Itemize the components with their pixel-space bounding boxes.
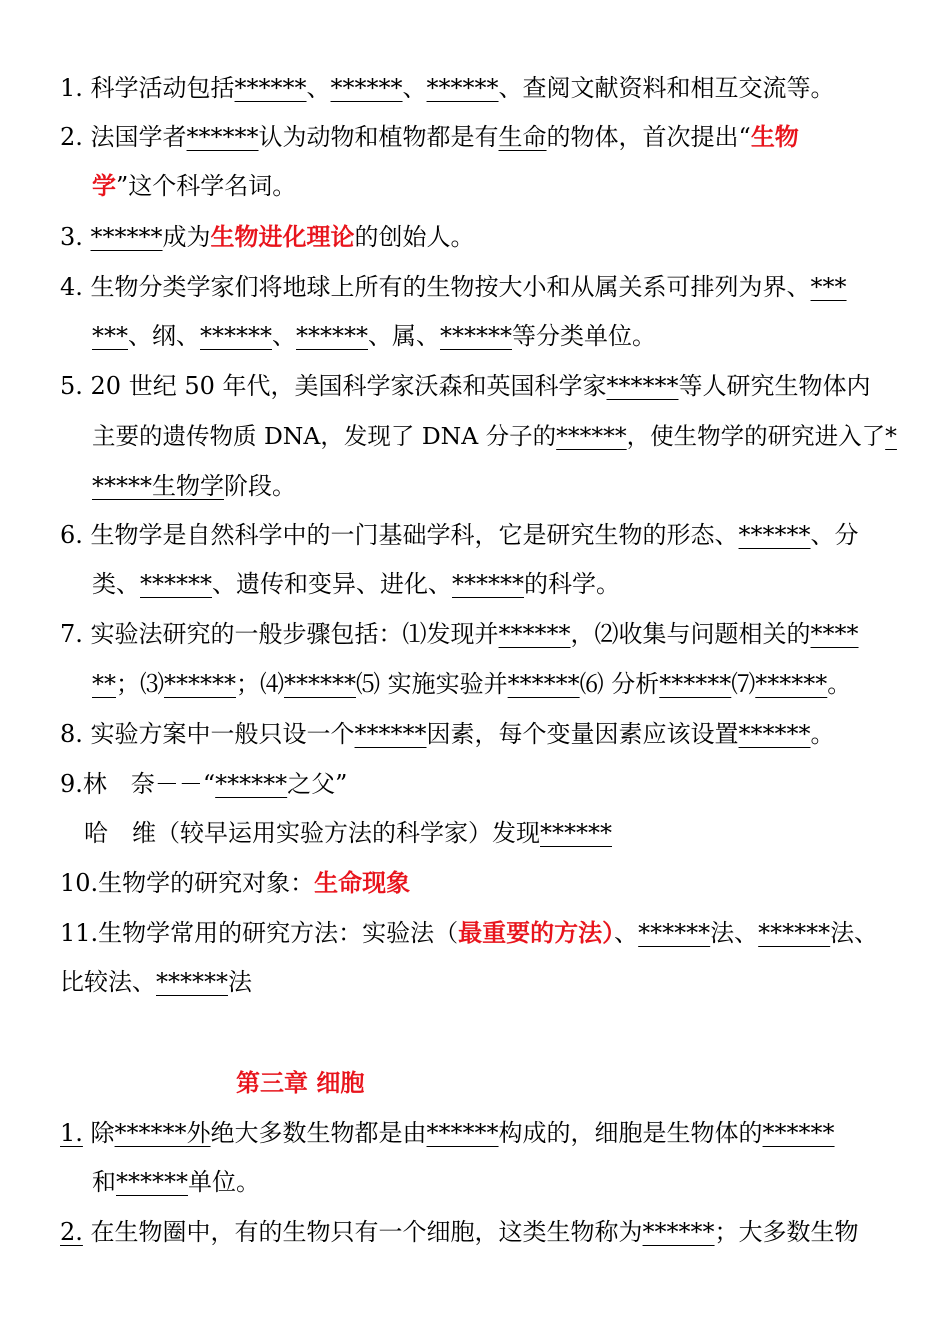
- text: 、遗传和变异、进化、: [212, 570, 452, 598]
- highlight-term: 最重要的方法）: [458, 918, 615, 947]
- text: 、: [614, 919, 639, 947]
- text: 的科学。: [524, 570, 620, 598]
- text: 7. 实验法研究的一般步骤包括：⑴发现并: [60, 620, 499, 648]
- text: 法、: [830, 919, 879, 947]
- text: 6. 生物学是自然科学中的一门基础学科，它是研究生物的形态、: [60, 521, 739, 549]
- blank: ***: [810, 273, 847, 301]
- text: 法: [228, 968, 252, 996]
- item-11-line-1: [60, 918, 878, 948]
- text: 法、: [710, 919, 759, 947]
- blank: ******: [296, 322, 368, 350]
- text: ，⑵收集与问题相关的: [570, 620, 811, 648]
- blank: ******: [426, 74, 499, 102]
- text: 9.林 奈－－“: [60, 770, 216, 798]
- text: ，使生物学的研究进入了: [626, 422, 886, 450]
- text: ⑹ 分析: [579, 670, 660, 698]
- highlight-term: 生命现象: [314, 868, 411, 897]
- text: ；⑶: [116, 670, 164, 698]
- text: 、: [272, 322, 296, 350]
- blank: ******: [140, 570, 212, 598]
- text: 、查阅文献资料和相互交流等。: [498, 74, 835, 102]
- item-2-line-2: [92, 171, 296, 201]
- item-7-line-1: [60, 619, 859, 649]
- text: 主要的遗传物质 DNA，发现了 DNA 分子的: [92, 422, 557, 450]
- blank: ******: [642, 1218, 715, 1246]
- text: 哈 维（较早运用实验方法的科学家）发现: [84, 819, 540, 847]
- text: 4. 生物分类学家们将地球上所有的生物按大小和从属关系可排列为界、: [60, 273, 811, 301]
- text: 。: [810, 720, 835, 748]
- blank: ******: [738, 720, 811, 748]
- chapter-item-1-line-1: [60, 1118, 835, 1148]
- item-number: 1.: [60, 1119, 83, 1147]
- text: 认为动物和植物都是有: [258, 123, 499, 151]
- text: 8. 实验方案中一般只设一个: [60, 720, 355, 748]
- text: 单位。: [188, 1168, 260, 1196]
- item-5-line-2: [92, 421, 897, 451]
- chapter-item-2-line-1: [60, 1217, 859, 1247]
- text: 因素，每个变量因素应该设置: [426, 720, 739, 748]
- blank: ******: [354, 720, 427, 748]
- item-9-line-2: [84, 818, 612, 848]
- text: 等人研究生物体内: [678, 372, 871, 400]
- blank: ******: [186, 123, 259, 151]
- blank: ******: [116, 1168, 188, 1196]
- item-8-line-1: [60, 719, 835, 749]
- text: 。: [827, 670, 852, 698]
- text: ；⑷: [236, 670, 284, 698]
- blank: *****生物学: [92, 472, 224, 500]
- blank: ******: [738, 521, 811, 549]
- item-9-line-1: [60, 769, 347, 799]
- text: 在生物圈中，有的生物只有一个细胞，这类生物称为: [82, 1218, 643, 1246]
- text: 3.: [60, 223, 91, 251]
- item-11-line-2: [60, 967, 252, 997]
- blank: ******: [758, 919, 831, 947]
- item-1-line-1: [60, 73, 835, 103]
- text: 、: [306, 74, 331, 102]
- blank: ******外: [114, 1119, 211, 1147]
- text: 等分类单位。: [512, 322, 656, 350]
- text: ”这个科学名词。: [116, 172, 297, 200]
- highlight-term: 生物进化理论: [210, 222, 355, 251]
- blank: **: [92, 670, 116, 698]
- text: 和: [92, 1168, 116, 1196]
- text: 绝大多数生物都是由: [210, 1119, 427, 1147]
- blank: ******: [762, 1119, 835, 1147]
- blank: ******: [452, 570, 524, 598]
- highlight-term: 生物: [750, 122, 799, 151]
- blank: ******: [215, 770, 288, 798]
- text: 除: [82, 1119, 115, 1147]
- blank: ******: [540, 819, 612, 847]
- blank: ******: [659, 670, 732, 698]
- text: 构成的，细胞是生物体的: [498, 1119, 763, 1147]
- item-5-line-3: [92, 471, 296, 501]
- text: 、分: [810, 521, 859, 549]
- text: 5. 20 世纪 50 年代，美国科学家沃森和英国科学家: [60, 372, 607, 400]
- blank: ******: [638, 919, 711, 947]
- blank: ******: [284, 670, 356, 698]
- blank: ******: [200, 322, 272, 350]
- text: 类、: [92, 570, 140, 598]
- blank: ***: [92, 322, 128, 350]
- blank: *: [885, 422, 897, 450]
- text: ⑸ 实施实验并: [356, 670, 508, 698]
- blank: ******: [755, 670, 828, 698]
- text: 1. 科学活动包括: [60, 74, 235, 102]
- item-3-line-1: [60, 222, 475, 252]
- blank: ******: [507, 670, 580, 698]
- item-5-line-1: [60, 371, 871, 401]
- blank: ******: [440, 322, 512, 350]
- chapter-item-1-line-2: [92, 1167, 260, 1197]
- item-4-line-1: [60, 272, 847, 302]
- blank: ******: [606, 372, 679, 400]
- text: 11.生物学常用的研究方法：实验法（: [60, 919, 459, 947]
- blank: ******: [498, 620, 571, 648]
- blank: ******: [330, 74, 403, 102]
- text: 、属、: [368, 322, 440, 350]
- text: 的物体，首次提出“: [546, 123, 751, 151]
- text: 的创始人。: [354, 223, 475, 251]
- text: 比较法、: [60, 968, 156, 996]
- blank: ******: [234, 74, 307, 102]
- text: 、纲、: [128, 322, 200, 350]
- blank: ******: [164, 670, 236, 698]
- blank: ******: [90, 223, 163, 251]
- text: 10.生物学的研究对象：: [60, 869, 315, 897]
- text: ；大多数生物: [714, 1218, 859, 1246]
- item-2-line-1: [60, 122, 799, 152]
- blank: ******: [556, 422, 627, 450]
- text: ⑺: [731, 670, 756, 698]
- item-6-line-1: [60, 520, 859, 550]
- blank: ******: [156, 968, 228, 996]
- item-number: 2.: [60, 1218, 83, 1246]
- item-6-line-2: [92, 569, 620, 599]
- item-4-line-2: [92, 321, 656, 351]
- blank: ****: [810, 620, 859, 648]
- text: 成为: [162, 223, 211, 251]
- blank: ******: [426, 1119, 499, 1147]
- highlight-term: 学: [92, 171, 116, 200]
- underlined-term: 生命: [498, 123, 547, 151]
- text: 、: [402, 74, 427, 102]
- item-7-line-2: [92, 669, 851, 699]
- text: 2. 法国学者: [60, 123, 187, 151]
- text: 之父”: [287, 770, 348, 798]
- chapter-title: 第三章 细胞: [236, 1068, 365, 1097]
- text: 阶段。: [224, 472, 296, 500]
- item-10-line-1: [60, 868, 410, 898]
